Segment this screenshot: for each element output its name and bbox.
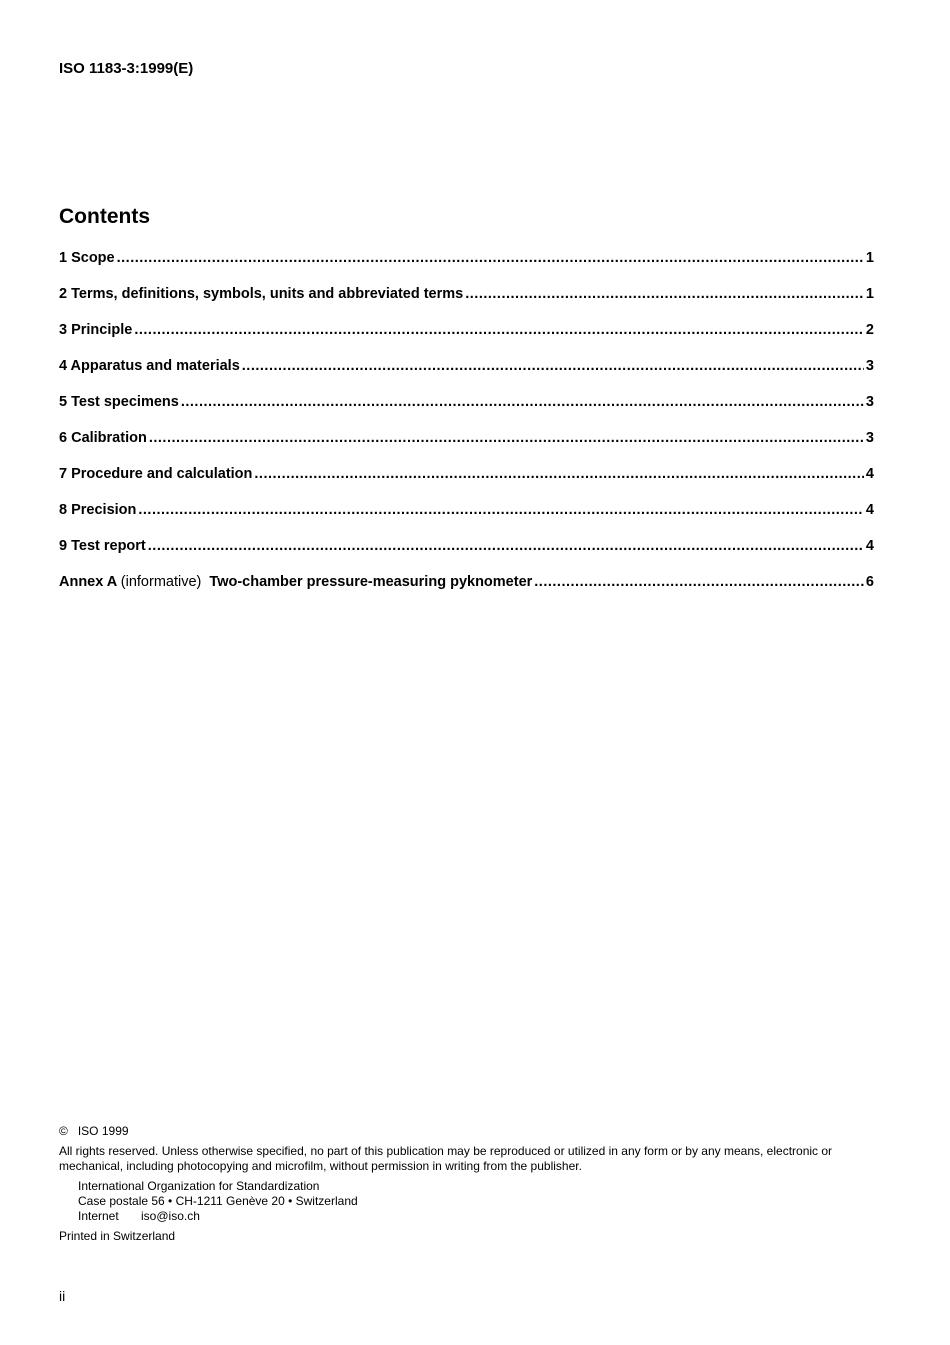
toc-entry-label: 6 Calibration — [59, 430, 147, 446]
org-postal-address: Case postale 56 • CH-1211 Genève 20 • Switzerland — [78, 1194, 358, 1208]
toc-leader-dots — [134, 322, 864, 338]
toc-entry-label: 5 Test specimens — [59, 394, 179, 410]
toc-entry-label: 4 Apparatus and materials — [59, 358, 240, 374]
toc-entry-label: 3 Principle — [59, 322, 133, 338]
page-number: ii — [59, 1288, 66, 1304]
table-of-contents — [59, 250, 874, 610]
toc-entry-page: 1 — [865, 250, 874, 266]
toc-leader-dots — [181, 394, 864, 410]
toc-entry-annex-a[interactable] — [59, 574, 874, 610]
toc-leader-dots — [149, 430, 864, 446]
toc-entry-test-report[interactable] — [59, 538, 874, 574]
annex-prefix: Annex A — [59, 574, 117, 590]
org-name: International Organization for Standardization — [78, 1179, 320, 1193]
rights-statement: All rights reserved. Unless otherwise specified, no part of this publication may be reproduced or utilized in any form or by any means, electronic or mechanical, including photocopying and microfilm, without permission in writing from the publisher. — [59, 1144, 833, 1173]
toc-entry-page: 2 — [865, 322, 874, 338]
toc-entry-label: 9 Test report — [59, 538, 146, 554]
toc-entry-page: 1 — [865, 286, 874, 302]
copyright-text: ISO 1999 — [77, 1124, 129, 1138]
toc-entry-page: 3 — [865, 358, 874, 374]
toc-entry-page: 3 — [865, 394, 874, 410]
toc-entry-principle[interactable] — [59, 322, 874, 358]
toc-entry-test-specimens[interactable] — [59, 394, 874, 430]
toc-entry-calibration[interactable] — [59, 430, 874, 466]
toc-entry-scope[interactable] — [59, 250, 874, 286]
toc-entry-page: 4 — [865, 502, 874, 518]
toc-entry-label: 7 Procedure and calculation — [59, 466, 253, 482]
toc-entry-procedure[interactable] — [59, 466, 874, 502]
publisher-address — [78, 1179, 358, 1224]
toc-entry-label: 1 Scope — [59, 250, 115, 266]
printed-location: Printed in Switzerland — [59, 1229, 176, 1243]
copyright-icon: © — [59, 1124, 68, 1138]
toc-leader-dots — [242, 358, 864, 374]
toc-entry-terms[interactable] — [59, 286, 874, 322]
toc-entry-page: 4 — [865, 466, 874, 482]
toc-entry-label: 8 Precision — [59, 502, 137, 518]
toc-entry-label — [59, 574, 532, 590]
toc-leader-dots — [254, 466, 864, 482]
toc-leader-dots — [138, 502, 864, 518]
toc-entry-page: 4 — [865, 538, 874, 554]
internet-email[interactable]: iso@iso.ch — [141, 1209, 200, 1223]
annex-title: Two-chamber pressure-measuring pyknometer — [209, 574, 533, 590]
toc-leader-dots — [534, 574, 864, 590]
toc-leader-dots — [148, 538, 864, 554]
toc-entry-apparatus[interactable] — [59, 358, 874, 394]
toc-leader-dots — [465, 286, 864, 302]
toc-entry-label: 2 Terms, definitions, symbols, units and abbreviated terms — [59, 286, 464, 302]
toc-leader-dots — [117, 250, 864, 266]
annex-type: (informative) — [120, 574, 202, 590]
copyright-notice — [59, 1124, 129, 1138]
org-internet — [78, 1209, 358, 1224]
toc-entry-precision[interactable] — [59, 502, 874, 538]
toc-entry-page: 3 — [865, 430, 874, 446]
internet-label: Internet — [78, 1209, 119, 1223]
contents-title: Contents — [59, 205, 150, 228]
toc-entry-page: 6 — [865, 574, 874, 590]
document-id: ISO 1183-3:1999(E) — [59, 60, 194, 77]
